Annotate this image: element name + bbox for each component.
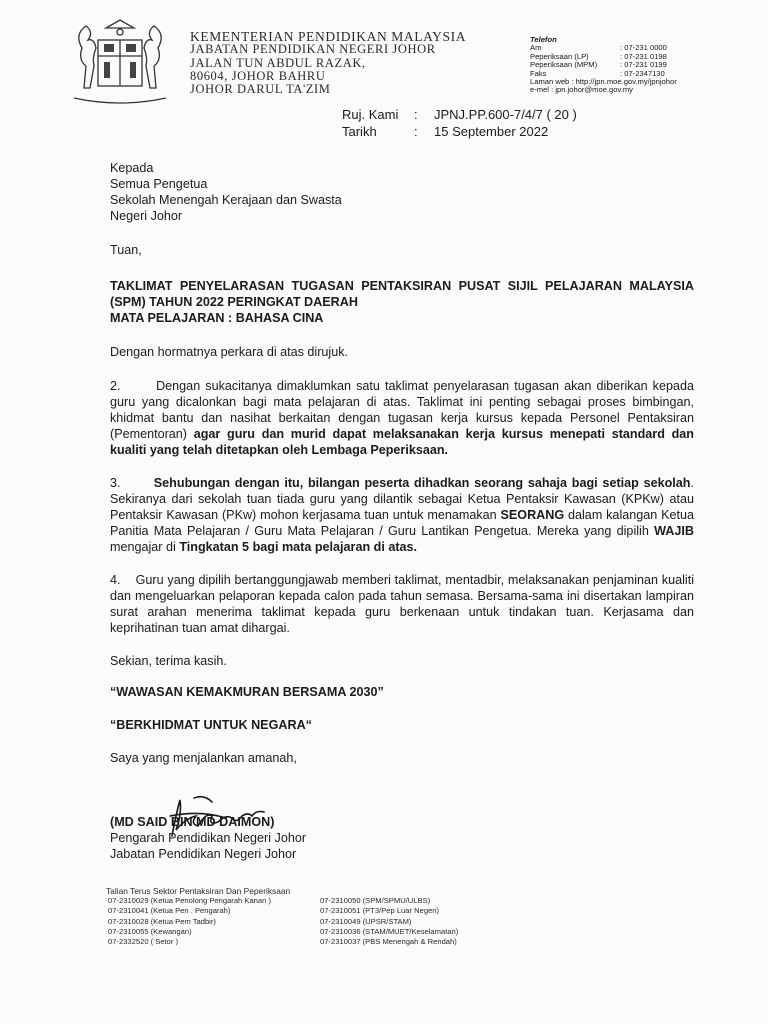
contact-block — [530, 36, 677, 95]
recipient-block — [110, 160, 694, 224]
date-label: Tarikh — [342, 124, 377, 139]
footer-line: 07-2332520 ( Setor ) — [108, 937, 179, 947]
subject-line: TAKLIMAT PENYELARASAN TUGASAN PENTAKSIRAN PUSAT SIJIL PELAJARAN MALAYSIA (SPM) TAHUN 2022 PERINGKAT DAERAH — [110, 279, 694, 309]
email-link[interactable]: e-mel : jpn.johor@moe.gov.my — [530, 85, 633, 95]
recipient-line: Semua Pengetua — [110, 177, 208, 191]
footer-line: 07-2310041 (Ketua Pen . Pengarah) — [108, 906, 231, 916]
recipient-line: Sekolah Menengah Kerajaan dan Swasta — [110, 193, 342, 207]
contact-label: Faks — [530, 68, 547, 78]
contact-value: : 07-2347130 — [620, 68, 665, 78]
footer-line: 07-2310051 (PT3/Pep Luar Negeri) — [320, 906, 440, 916]
contact-label: Am — [530, 43, 542, 53]
signatory-title: Pengarah Pendidikan Negeri Johor — [110, 831, 307, 845]
footer-title: Talian Terus Sektor Pentaksiran Dan Peperiksaan — [106, 886, 291, 896]
ref-label: Ruj. Kami — [342, 107, 399, 122]
website-link[interactable]: Laman web : http://jpn.moe.gov.my/jpnjohor — [530, 77, 677, 87]
footer-line: 07-2310036 (STAM/MUET/Keselamatan) — [320, 926, 459, 936]
para-text: dalam kalangan Ketua Panitia Mata Pelajaran / Guru Mata Pelajaran / Guru Lantikan Pengetua. Mereka yang dipilih — [110, 508, 695, 538]
ministry-line: KEMENTERIAN PENDIDIKAN MALAYSIA — [190, 29, 467, 44]
footer-line: 07-2310050 (SPM/SPMU/ULBS) — [320, 896, 431, 905]
recipient-line: Negeri Johor — [110, 209, 183, 223]
para-text: 2. Dengan sukacitanya dimaklumkan satu taklimat penyelarasan tugasan akan diberikan kepada guru yang dicalonkan bagi mata pelajaran di atas. Taklimat ini penting sebagai proses bimbingan, khidmat bantu dan nasihat berkaitan dengan tugasan kerja kursus kepada Personel Pentaksiran (Pementoran) — [110, 379, 694, 441]
subject-line: MATA PELAJARAN : BAHASA CINA — [110, 311, 324, 325]
ministry-line: JOHOR DARUL TA'ZIM — [190, 82, 331, 97]
ref-row — [342, 106, 577, 123]
paragraph-3 — [110, 475, 694, 555]
ref-value: JPNJ.PP.600-7/4/7 ( 20 ) — [434, 107, 577, 122]
recipient-line: Kepada — [110, 161, 154, 175]
footer-line: 07-2310049 (UPSR/STAM) — [320, 916, 412, 926]
signature — [110, 790, 350, 840]
letter-body — [110, 160, 694, 862]
footer-line: 07-2310037 (PBS Menengah & Rendah) — [320, 937, 457, 947]
ministry-address — [190, 30, 466, 96]
salutation: Tuan, — [110, 243, 142, 257]
signatory-name: (MD SAID BIN MD DAIMON) — [110, 815, 275, 829]
ministry-line: JABATAN PENDIDIKAN NEGERI JOHOR — [190, 42, 436, 57]
para-text: . Sekiranya dari sekolah tuan tiada guru yang dilantik sebagai Ketua Pentaksir Kawasan (KPKw) atau Pentaksir Kawasan (PKw) mohon kerjasama tuan untuk menamakan — [110, 476, 694, 522]
footer-line: 07-2310055 (Kewangan) — [108, 926, 192, 936]
motto-1: “WAWASAN KEMAKMURAN BERSAMA 2030” — [110, 685, 384, 699]
paragraph-4: 4. Guru yang dipilih bertanggungjawab memberi taklimat, mentadbir, melaksanakan penjaminan kualiti dan mengeluarkan pelaporan kepada calon pada tahun semasa. Bersama-sama ini disertakan lampiran surat arahan menerima taklimat kepada guru berkenaan untuk tindakan tuan. Kerjasama dan keprihatinan tuan amat dihargai. — [110, 573, 694, 635]
footer-line: 07-2310029 (Ketua Penolong Pengarah Kanan ) — [108, 896, 271, 905]
footer — [106, 886, 458, 947]
date-value: 15 September 2022 — [434, 124, 549, 139]
contact-label: Peperiksaan (LP) — [530, 51, 589, 61]
closing-line: Sekian, terima kasih. — [110, 654, 227, 668]
para-text: 3. — [110, 476, 154, 490]
contact-value: : 07-231 0199 — [620, 60, 667, 70]
footer-right — [320, 896, 458, 947]
reference-block — [342, 106, 577, 140]
contact-title: Telefon — [530, 35, 557, 44]
signatory-dept: Jabatan Pendidikan Negeri Johor — [110, 847, 297, 861]
footer-line: 07-2310028 (Ketua Pem Tadbir) — [108, 916, 216, 926]
para-text: mengajar di — [110, 540, 180, 554]
date-row — [342, 123, 577, 140]
contact-value: : 07-231 0000 — [620, 43, 667, 53]
date-sep: : — [414, 124, 418, 139]
ministry-line: JALAN TUN ABDUL RAZAK, — [190, 55, 366, 70]
para-bold: WAJIB — [654, 524, 694, 538]
opening-line: Dengan hormatnya perkara di atas dirujuk. — [110, 345, 349, 359]
footer-columns — [106, 896, 458, 947]
motto-2: “BERKHIDMAT UNTUK NEGARA“ — [110, 718, 312, 732]
para-bold: Sehubungan dengan itu, bilangan peserta dihadkan seorang sahaja bagi setiap sekolah — [153, 476, 691, 490]
trust-line: Saya yang menjalankan amanah, — [110, 751, 297, 765]
footer-left — [106, 896, 320, 947]
para-bold: agar guru dan murid dapat melaksanakan kerja kursus menepati standard dan kualiti yang telah ditetapkan oleh Lembaga Peperiksaan. — [110, 427, 694, 457]
para-bold: Tingkatan 5 bagi mata pelajaran di atas. — [179, 540, 418, 554]
contact-value: : 07-231 0198 — [620, 51, 667, 61]
para-bold: SEORANG — [500, 508, 565, 522]
crest-logo — [60, 18, 180, 108]
ministry-line: 80604, JOHOR BAHRU — [190, 68, 326, 83]
ref-sep: : — [414, 107, 418, 122]
contact-label: Peperiksaan (MPM) — [530, 60, 598, 70]
paragraph-2 — [110, 378, 694, 458]
